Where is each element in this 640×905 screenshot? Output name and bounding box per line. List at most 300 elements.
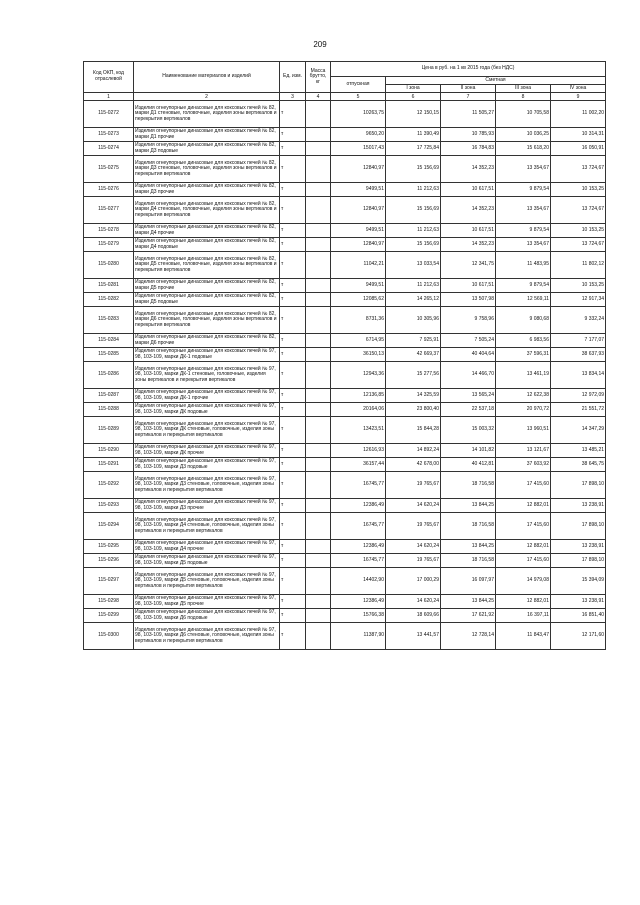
row-unit: т (280, 540, 306, 554)
row-zone2-price: 22 537,18 (441, 403, 496, 417)
row-name: Изделия огнеупорные динасовые для коксовых печей № 82, марки Д1 прочие (134, 128, 280, 142)
row-zone1-price: 23 800,40 (386, 403, 441, 417)
header-estimate-group: Сметная (386, 77, 606, 85)
row-zone3-price: 9 080,68 (496, 307, 551, 334)
row-zone2-price: 17 621,92 (441, 609, 496, 623)
table-row (84, 417, 606, 444)
row-name: Изделия огнеупорные динасовые для коксовых печей № 82, марки Д1 стеновые, головочные, изделия зоны вертикалов и перекрытия вертикалов (134, 101, 280, 128)
row-unit: т (280, 307, 306, 334)
row-release-price: 14402,90 (331, 568, 386, 595)
row-zone2-price: 10 617,51 (441, 224, 496, 238)
row-zone2-price: 13 844,25 (441, 540, 496, 554)
row-zone2-price: 12 728,14 (441, 623, 496, 650)
col-number: 3 (280, 93, 306, 101)
row-zone1-price: 14 620,24 (386, 595, 441, 609)
row-zone4-price: 14 347,29 (551, 417, 606, 444)
row-zone1-price: 14 325,59 (386, 389, 441, 403)
row-zone1-price: 18 609,66 (386, 609, 441, 623)
row-zone3-price: 13 354,67 (496, 156, 551, 183)
row-name: Изделия огнеупорные динасовые для коксовых печей № 97, 98, 103-109, марки ДК-1 стеновые, головочные, изделия зоны вертикалов и перекрытия вертикалов (134, 362, 280, 389)
row-unit: т (280, 595, 306, 609)
row-zone2-price: 11 505,27 (441, 101, 496, 128)
row-zone4-price: 13 724,67 (551, 197, 606, 224)
table-row (84, 389, 606, 403)
row-zone2-price: 40 412,81 (441, 458, 496, 472)
table-row (84, 293, 606, 307)
row-code: 115-0296 (84, 554, 134, 568)
row-zone1-price: 17 000,29 (386, 568, 441, 595)
row-release-price: 12386,49 (331, 540, 386, 554)
row-zone3-price: 17 415,60 (496, 472, 551, 499)
row-name: Изделия огнеупорные динасовые для коксовых печей № 82, марки Д4 прочие (134, 224, 280, 238)
col-number: 4 (306, 93, 331, 101)
row-zone2-price: 14 101,82 (441, 444, 496, 458)
row-zone3-price: 14 979,08 (496, 568, 551, 595)
header-zone-1: I зона (386, 85, 441, 93)
row-mass (306, 499, 331, 513)
row-mass (306, 279, 331, 293)
row-name: Изделия огнеупорные динасовые для коксовых печей № 97, 98, 103-109, марки ДК-1 прочие (134, 389, 280, 403)
row-zone3-price: 9 879,54 (496, 279, 551, 293)
table-row (84, 595, 606, 609)
row-zone1-price: 15 156,69 (386, 238, 441, 252)
row-unit: т (280, 293, 306, 307)
row-release-price: 12840,97 (331, 197, 386, 224)
row-zone4-price: 9 332,24 (551, 307, 606, 334)
header-price-group: Цена в руб. на 1 кв 2015 года (без НДС) (331, 62, 606, 77)
row-mass (306, 609, 331, 623)
table-row (84, 609, 606, 623)
row-zone2-price: 14 352,23 (441, 238, 496, 252)
row-mass (306, 623, 331, 650)
row-unit: т (280, 417, 306, 444)
row-name: Изделия огнеупорные динасовые для коксовых печей № 97, 98, 103-109, марки Д3 подовые (134, 458, 280, 472)
row-code: 115-0281 (84, 279, 134, 293)
row-release-price: 16745,77 (331, 472, 386, 499)
row-zone3-price: 9 879,54 (496, 183, 551, 197)
row-unit: т (280, 403, 306, 417)
row-zone4-price: 17 898,10 (551, 472, 606, 499)
row-zone1-price: 42 678,00 (386, 458, 441, 472)
row-zone1-price: 14 265,12 (386, 293, 441, 307)
row-mass (306, 472, 331, 499)
row-release-price: 16745,77 (331, 554, 386, 568)
col-number: 2 (134, 93, 280, 101)
row-zone2-price: 13 844,25 (441, 499, 496, 513)
row-name: Изделия огнеупорные динасовые для коксовых печей № 97, 98, 103-109, марки ДК-1 подовые (134, 348, 280, 362)
row-code: 115-0298 (84, 595, 134, 609)
row-zone1-price: 14 620,24 (386, 499, 441, 513)
row-code: 115-0273 (84, 128, 134, 142)
row-unit: т (280, 554, 306, 568)
row-zone3-price: 13 354,67 (496, 238, 551, 252)
table-row (84, 348, 606, 362)
row-mass (306, 554, 331, 568)
table-row (84, 307, 606, 334)
row-code: 115-0299 (84, 609, 134, 623)
table-row (84, 101, 606, 128)
row-release-price: 9650,20 (331, 128, 386, 142)
row-code: 115-0275 (84, 156, 134, 183)
table-row (84, 568, 606, 595)
row-zone2-price: 18 716,58 (441, 472, 496, 499)
row-zone3-price: 20 970,72 (496, 403, 551, 417)
row-unit: т (280, 362, 306, 389)
row-name: Изделия огнеупорные динасовые для коксовых печей № 82, марки Д3 подовые (134, 142, 280, 156)
row-zone4-price: 7 177,07 (551, 334, 606, 348)
row-unit: т (280, 458, 306, 472)
row-zone3-price: 13 121,67 (496, 444, 551, 458)
row-zone4-price: 12 972,09 (551, 389, 606, 403)
row-name: Изделия огнеупорные динасовые для коксовых печей № 82, марки Д6 прочие (134, 334, 280, 348)
row-mass (306, 252, 331, 279)
table-row (84, 540, 606, 554)
row-zone4-price: 11 802,12 (551, 252, 606, 279)
row-release-price: 12616,93 (331, 444, 386, 458)
table-row (84, 279, 606, 293)
row-unit: т (280, 156, 306, 183)
row-mass (306, 362, 331, 389)
header-release: отпускная (331, 77, 386, 93)
table-row (84, 362, 606, 389)
table-row (84, 403, 606, 417)
row-zone1-price: 11 212,63 (386, 279, 441, 293)
row-code: 115-0285 (84, 348, 134, 362)
row-unit: т (280, 142, 306, 156)
row-zone2-price: 13 844,25 (441, 595, 496, 609)
row-zone2-price: 13 507,98 (441, 293, 496, 307)
row-code: 115-0282 (84, 293, 134, 307)
table-row (84, 334, 606, 348)
row-zone3-price: 16 397,11 (496, 609, 551, 623)
row-zone4-price: 13 238,91 (551, 595, 606, 609)
row-zone2-price: 7 505,24 (441, 334, 496, 348)
row-mass (306, 389, 331, 403)
row-zone4-price: 16 050,91 (551, 142, 606, 156)
row-release-price: 11387,90 (331, 623, 386, 650)
row-code: 115-0279 (84, 238, 134, 252)
table-row (84, 623, 606, 650)
row-release-price: 9499,51 (331, 183, 386, 197)
row-code: 115-0276 (84, 183, 134, 197)
row-zone4-price: 38 637,93 (551, 348, 606, 362)
header-zone-4: IV зона (551, 85, 606, 93)
row-release-price: 13423,51 (331, 417, 386, 444)
row-name: Изделия огнеупорные динасовые для коксовых печей № 97, 98, 103-109, марки Д4 прочие (134, 540, 280, 554)
row-name: Изделия огнеупорные динасовые для коксовых печей № 82, марки Д6 стеновые, головочные, изделия зоны вертикалов и перекрытия вертикалов (134, 307, 280, 334)
row-release-price: 9499,51 (331, 224, 386, 238)
header-name: Наименование материалов и изделий (134, 62, 280, 93)
row-release-price: 11042,21 (331, 252, 386, 279)
row-zone2-price: 16 784,83 (441, 142, 496, 156)
row-zone4-price: 13 724,67 (551, 238, 606, 252)
row-zone1-price: 13 033,54 (386, 252, 441, 279)
header-row (84, 62, 606, 77)
row-zone1-price: 11 390,49 (386, 128, 441, 142)
table-row (84, 513, 606, 540)
table-row (84, 183, 606, 197)
table-row (84, 224, 606, 238)
row-zone3-price: 17 415,60 (496, 513, 551, 540)
header-mass: Масса брутто, кг (306, 62, 331, 93)
row-code: 115-0274 (84, 142, 134, 156)
table-row (84, 554, 606, 568)
row-zone1-price: 11 212,63 (386, 224, 441, 238)
col-number: 9 (551, 93, 606, 101)
header-unit: Ед. изм. (280, 62, 306, 93)
row-zone3-price: 37 596,31 (496, 348, 551, 362)
row-zone1-price: 42 669,37 (386, 348, 441, 362)
row-name: Изделия огнеупорные динасовые для коксовых печей № 97, 98, 103-109, марки Д5 стеновые, головочные, изделия зоны вертикалов и перекрытия вертикалов (134, 568, 280, 595)
row-unit: т (280, 334, 306, 348)
row-zone3-price: 12 882,01 (496, 540, 551, 554)
row-release-price: 9499,51 (331, 279, 386, 293)
row-zone3-price: 12 622,38 (496, 389, 551, 403)
row-mass (306, 238, 331, 252)
row-release-price: 10263,75 (331, 101, 386, 128)
row-zone4-price: 17 898,10 (551, 513, 606, 540)
row-code: 115-0287 (84, 389, 134, 403)
row-release-price: 6714,95 (331, 334, 386, 348)
page-number: 209 (313, 40, 327, 49)
row-unit: т (280, 224, 306, 238)
row-zone3-price: 37 603,92 (496, 458, 551, 472)
col-number: 8 (496, 93, 551, 101)
row-unit: т (280, 101, 306, 128)
row-zone2-price: 10 617,51 (441, 279, 496, 293)
row-unit: т (280, 444, 306, 458)
row-zone1-price: 19 765,67 (386, 554, 441, 568)
row-code: 115-0297 (84, 568, 134, 595)
row-mass (306, 142, 331, 156)
row-zone1-price: 14 620,24 (386, 540, 441, 554)
row-unit: т (280, 279, 306, 293)
row-zone3-price: 11 483,95 (496, 252, 551, 279)
row-unit: т (280, 609, 306, 623)
row-mass (306, 403, 331, 417)
row-zone2-price: 13 565,24 (441, 389, 496, 403)
row-code: 115-0283 (84, 307, 134, 334)
row-zone4-price: 12 171,60 (551, 623, 606, 650)
row-release-price: 15017,43 (331, 142, 386, 156)
row-code: 115-0272 (84, 101, 134, 128)
table-row (84, 444, 606, 458)
row-release-price: 12840,97 (331, 156, 386, 183)
row-zone4-price: 21 551,72 (551, 403, 606, 417)
row-zone3-price: 15 618,20 (496, 142, 551, 156)
row-zone2-price: 18 716,58 (441, 513, 496, 540)
row-code: 115-0294 (84, 513, 134, 540)
row-zone3-price: 12 569,11 (496, 293, 551, 307)
row-zone2-price: 40 404,64 (441, 348, 496, 362)
row-zone3-price: 6 983,56 (496, 334, 551, 348)
row-name: Изделия огнеупорные динасовые для коксовых печей № 82, марки Д5 прочие (134, 279, 280, 293)
row-zone1-price: 11 212,63 (386, 183, 441, 197)
row-release-price: 36157,44 (331, 458, 386, 472)
row-zone1-price: 10 305,96 (386, 307, 441, 334)
row-zone2-price: 15 003,32 (441, 417, 496, 444)
row-zone3-price: 13 354,67 (496, 197, 551, 224)
row-unit: т (280, 513, 306, 540)
row-zone1-price: 19 765,67 (386, 472, 441, 499)
row-code: 115-0292 (84, 472, 134, 499)
row-release-price: 12386,49 (331, 595, 386, 609)
col-number: 1 (84, 93, 134, 101)
row-code: 115-0277 (84, 197, 134, 224)
row-name: Изделия огнеупорные динасовые для коксовых печей № 97, 98, 103-109, марки ДК подовые (134, 403, 280, 417)
row-zone3-price: 12 882,01 (496, 595, 551, 609)
row-unit: т (280, 238, 306, 252)
row-release-price: 15766,38 (331, 609, 386, 623)
row-name: Изделия огнеупорные динасовые для коксовых печей № 97, 98, 103-109, марки ДК прочие (134, 444, 280, 458)
row-zone2-price: 10 617,51 (441, 183, 496, 197)
row-unit: т (280, 499, 306, 513)
row-release-price: 12840,97 (331, 238, 386, 252)
row-zone2-price: 16 097,97 (441, 568, 496, 595)
column-number-row (84, 93, 606, 101)
row-code: 115-0295 (84, 540, 134, 554)
row-zone4-price: 13 485,21 (551, 444, 606, 458)
table-row (84, 499, 606, 513)
row-zone1-price: 7 925,91 (386, 334, 441, 348)
row-zone2-price: 14 352,23 (441, 197, 496, 224)
row-zone2-price: 18 716,58 (441, 554, 496, 568)
row-mass (306, 183, 331, 197)
row-zone4-price: 10 314,31 (551, 128, 606, 142)
row-zone1-price: 14 892,24 (386, 444, 441, 458)
row-zone1-price: 15 156,69 (386, 197, 441, 224)
row-zone2-price: 10 785,93 (441, 128, 496, 142)
row-release-price: 12386,49 (331, 499, 386, 513)
row-mass (306, 444, 331, 458)
row-zone4-price: 10 153,25 (551, 279, 606, 293)
row-name: Изделия огнеупорные динасовые для коксовых печей № 82, марки Д3 стеновые, головочные, изделия зоны вертикалов и перекрытия вертикалов (134, 156, 280, 183)
row-unit: т (280, 183, 306, 197)
row-zone4-price: 10 153,25 (551, 224, 606, 238)
row-release-price: 12943,36 (331, 362, 386, 389)
row-unit: т (280, 348, 306, 362)
row-zone2-price: 9 758,96 (441, 307, 496, 334)
row-zone4-price: 15 394,09 (551, 568, 606, 595)
row-unit: т (280, 568, 306, 595)
row-release-price: 12136,85 (331, 389, 386, 403)
row-code: 115-0300 (84, 623, 134, 650)
row-unit: т (280, 472, 306, 499)
row-name: Изделия огнеупорные динасовые для коксовых печей № 97, 98, 103-109, марки Д3 стеновые, головочные, изделия зоны вертикалов и перекрытия вертикалов (134, 472, 280, 499)
row-name: Изделия огнеупорные динасовые для коксовых печей № 97, 98, 103-109, марки Д3 прочие (134, 499, 280, 513)
row-mass (306, 197, 331, 224)
header-code: Код ОКП, код отраслевой (84, 62, 134, 93)
row-code: 115-0286 (84, 362, 134, 389)
table-row (84, 128, 606, 142)
table-row (84, 197, 606, 224)
row-zone3-price: 13 461,19 (496, 362, 551, 389)
row-mass (306, 128, 331, 142)
row-zone1-price: 15 277,56 (386, 362, 441, 389)
row-release-price: 16745,77 (331, 513, 386, 540)
row-zone4-price: 10 153,25 (551, 183, 606, 197)
row-name: Изделия огнеупорные динасовые для коксовых печей № 97, 98, 103-109, марки Д5 прочие (134, 595, 280, 609)
row-zone4-price: 13 238,91 (551, 499, 606, 513)
row-zone1-price: 15 156,69 (386, 156, 441, 183)
table-row (84, 156, 606, 183)
row-zone4-price: 17 898,10 (551, 554, 606, 568)
header-zone-3: III зона (496, 85, 551, 93)
table-header (84, 62, 606, 101)
row-name: Изделия огнеупорные динасовые для коксовых печей № 82, марки Д4 стеновые, головочные, изделия зоны вертикалов и перекрытия вертикалов (134, 197, 280, 224)
col-number: 6 (386, 93, 441, 101)
row-code: 115-0290 (84, 444, 134, 458)
row-zone3-price: 10 036,25 (496, 128, 551, 142)
row-zone3-price: 11 843,47 (496, 623, 551, 650)
row-mass (306, 293, 331, 307)
row-mass (306, 513, 331, 540)
table-row (84, 472, 606, 499)
table-row (84, 458, 606, 472)
row-name: Изделия огнеупорные динасовые для коксовых печей № 82, марки Д4 подовые (134, 238, 280, 252)
row-zone1-price: 13 441,57 (386, 623, 441, 650)
row-zone3-price: 17 415,60 (496, 554, 551, 568)
row-release-price: 20164,06 (331, 403, 386, 417)
row-zone4-price: 11 002,20 (551, 101, 606, 128)
row-mass (306, 458, 331, 472)
row-code: 115-0291 (84, 458, 134, 472)
row-code: 115-0289 (84, 417, 134, 444)
row-release-price: 36150,13 (331, 348, 386, 362)
col-number: 7 (441, 93, 496, 101)
row-zone3-price: 13 960,51 (496, 417, 551, 444)
row-name: Изделия огнеупорные динасовые для коксовых печей № 97, 98, 103-109, марки ДК стеновые, головочные, изделия зоны вертикалов и перекрытия вертикалов (134, 417, 280, 444)
row-name: Изделия огнеупорные динасовые для коксовых печей № 82, марки Д5 стеновые, головочные, изделия зоны вертикалов и перекрытия вертикалов (134, 252, 280, 279)
row-mass (306, 568, 331, 595)
row-code: 115-0288 (84, 403, 134, 417)
table-row (84, 238, 606, 252)
row-name: Изделия огнеупорные динасовые для коксовых печей № 97, 98, 103-109, марки Д4 стеновые, головочные, изделия зоны вертикалов и перекрытия вертикалов (134, 513, 280, 540)
row-mass (306, 417, 331, 444)
header-zone-2: II зона (441, 85, 496, 93)
row-unit: т (280, 389, 306, 403)
row-code: 115-0278 (84, 224, 134, 238)
row-name: Изделия огнеупорные динасовые для коксовых печей № 97, 98, 103-109, марки Д6 подовые (134, 609, 280, 623)
row-mass (306, 101, 331, 128)
row-unit: т (280, 623, 306, 650)
row-mass (306, 540, 331, 554)
row-mass (306, 156, 331, 183)
col-number: 5 (331, 93, 386, 101)
row-zone2-price: 14 466,70 (441, 362, 496, 389)
row-name: Изделия огнеупорные динасовые для коксовых печей № 82, марки Д3 прочие (134, 183, 280, 197)
row-mass (306, 348, 331, 362)
row-mass (306, 334, 331, 348)
price-table (83, 61, 606, 650)
row-name: Изделия огнеупорные динасовые для коксовых печей № 97, 98, 103-109, марки Д6 стеновые, головочные, изделия зоны вертикалов и перекрытия вертикалов (134, 623, 280, 650)
row-zone4-price: 13 834,14 (551, 362, 606, 389)
table-body (84, 101, 606, 650)
row-release-price: 12085,62 (331, 293, 386, 307)
row-zone4-price: 12 917,34 (551, 293, 606, 307)
row-zone4-price: 13 724,67 (551, 156, 606, 183)
row-code: 115-0280 (84, 252, 134, 279)
row-name: Изделия огнеупорные динасовые для коксовых печей № 82, марки Д5 подовые (134, 293, 280, 307)
row-zone3-price: 9 879,54 (496, 224, 551, 238)
row-mass (306, 307, 331, 334)
row-zone3-price: 10 705,58 (496, 101, 551, 128)
row-zone2-price: 12 341,75 (441, 252, 496, 279)
row-zone1-price: 17 725,84 (386, 142, 441, 156)
row-code: 115-0284 (84, 334, 134, 348)
row-zone4-price: 13 238,91 (551, 540, 606, 554)
row-code: 115-0293 (84, 499, 134, 513)
